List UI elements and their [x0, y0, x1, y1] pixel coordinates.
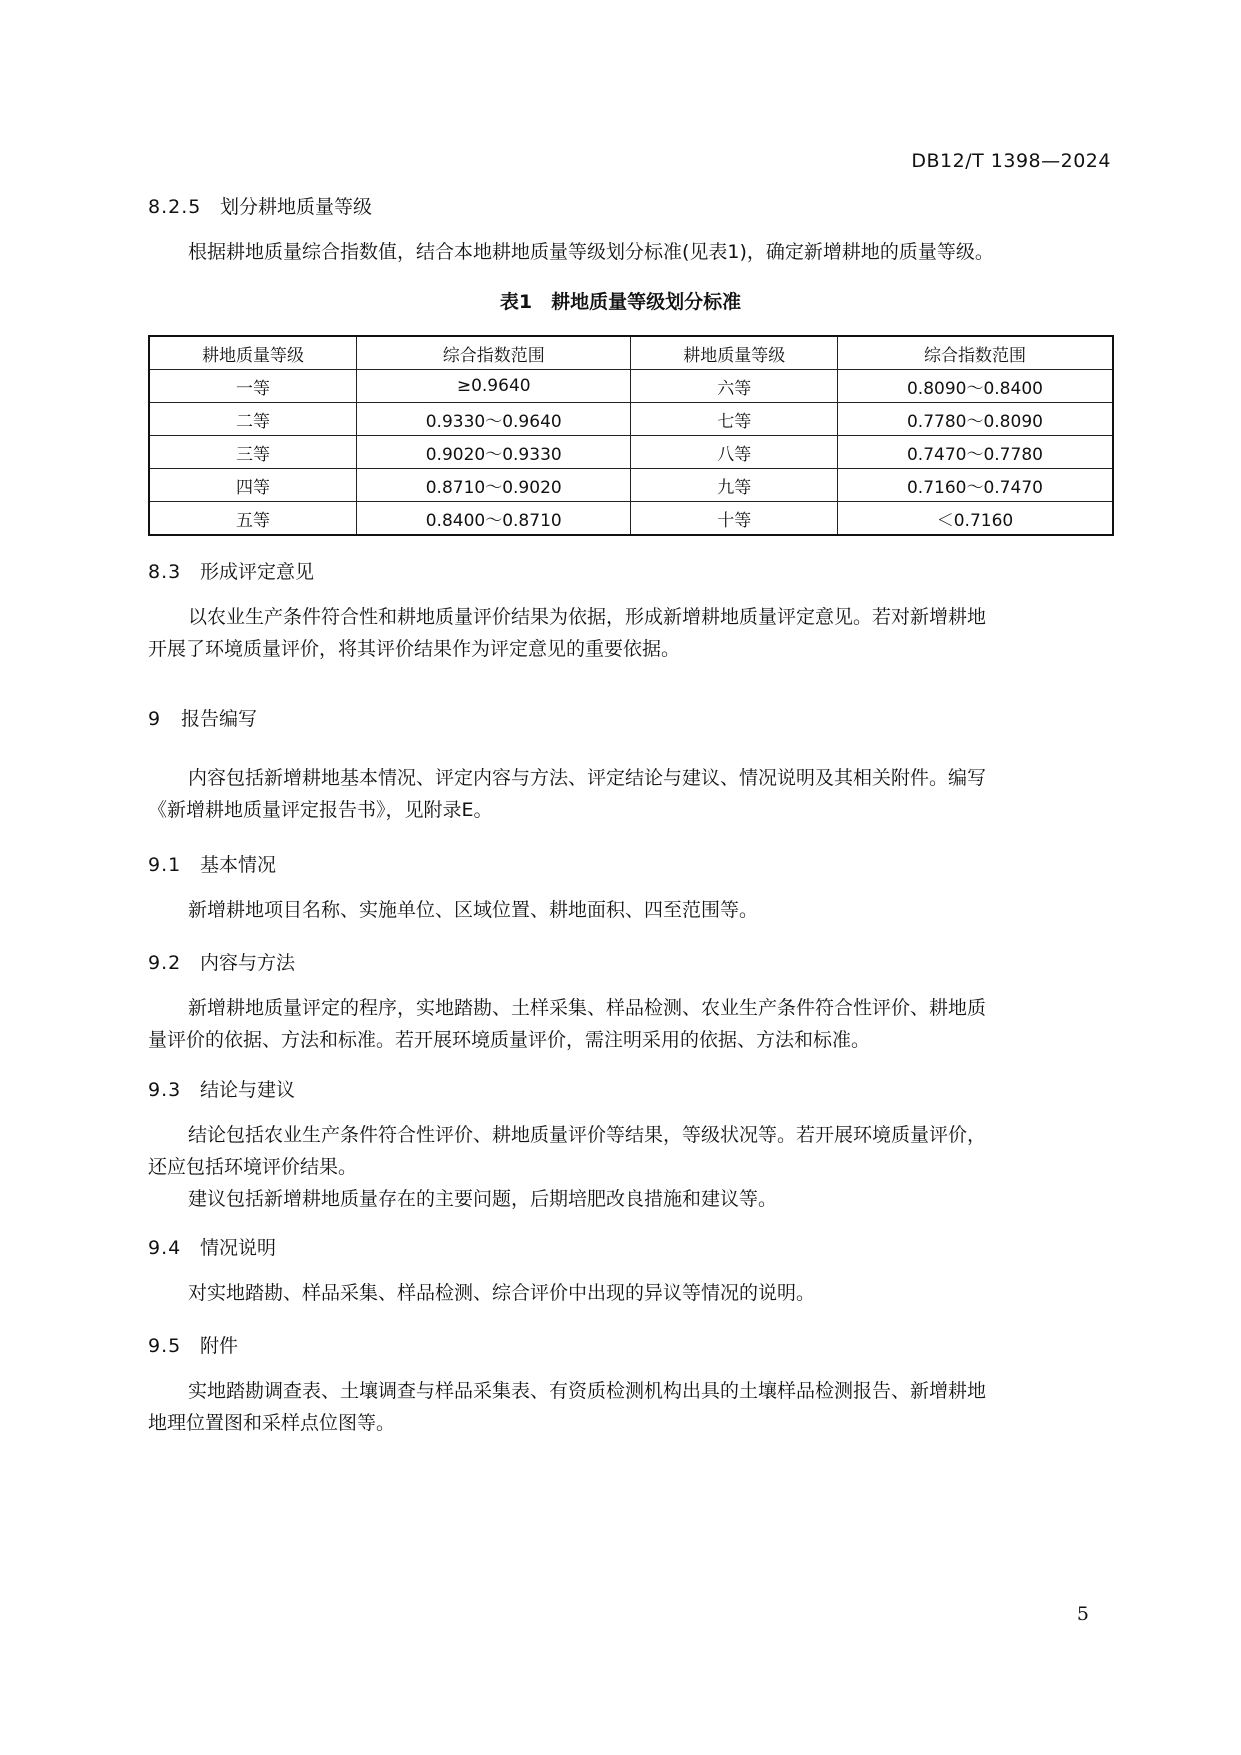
table-row	[149, 469, 1113, 502]
table-cell: 三等	[149, 436, 356, 469]
section-number: 9.5	[148, 1335, 182, 1357]
section-9-5-heading	[148, 1331, 238, 1358]
paragraph-line: 实地踏勘调查表、土壤调查与样品采集表、有资质检测机构出具的土壤样品检测报告、新增耕地	[188, 1380, 987, 1402]
table-cell: ＜0.7160	[837, 502, 1113, 536]
section-number: 8.2.5	[148, 196, 202, 218]
section-title: 划分耕地质量等级	[220, 196, 373, 218]
section-9-heading	[148, 704, 257, 731]
paragraph-line: 结论包括农业生产条件符合性评价、耕地质量评价等结果，等级状况等。若开展环境质量评价，	[188, 1124, 987, 1146]
paragraph-9-1	[148, 894, 1118, 926]
paragraph-text: 对实地踏勘、样品采集、样品检测、综合评价中出现的异议等情况的说明。	[188, 1282, 816, 1304]
table-cell: 0.9020～0.9330	[356, 436, 631, 469]
paragraph-line: 内容包括新增耕地基本情况、评定内容与方法、评定结论与建议、情况说明及其相关附件。编写	[188, 767, 987, 789]
section-title: 情况说明	[200, 1237, 277, 1259]
page-number: 5	[1076, 1603, 1089, 1625]
section-9-1-heading	[148, 850, 276, 877]
table-cell: 九等	[631, 469, 837, 502]
table-header-cell: 综合指数范围	[837, 336, 1113, 370]
document-id: DB12/T 1398—2024	[911, 150, 1111, 172]
paragraph-text: 根据耕地质量综合指数值，结合本地耕地质量等级划分标准(见表1)，确定新增耕地的质量等级。	[188, 241, 994, 263]
paragraph-9-2	[148, 992, 1118, 1056]
section-number: 9.1	[148, 854, 182, 876]
section-number: 9	[148, 708, 162, 730]
paragraph-line: 《新增耕地质量评定报告书》，见附录E。	[148, 799, 493, 821]
section-8-2-5-heading	[148, 192, 372, 219]
table-row	[149, 370, 1113, 403]
section-title: 内容与方法	[200, 952, 296, 974]
table-row	[149, 403, 1113, 436]
section-title: 形成评定意见	[200, 561, 315, 583]
table-cell: 一等	[149, 370, 356, 403]
paragraph-line: 量评价的依据、方法和标准。若开展环境质量评价，需注明采用的依据、方法和标准。	[148, 1029, 871, 1051]
table-row	[149, 502, 1113, 536]
paragraph-9-3	[148, 1119, 1118, 1215]
section-number: 8.3	[148, 561, 182, 583]
section-title: 基本情况	[200, 854, 277, 876]
paragraph-text: 新增耕地项目名称、实施单位、区域位置、耕地面积、四至范围等。	[188, 899, 759, 921]
table-header-cell: 综合指数范围	[356, 336, 631, 370]
section-number: 9.4	[148, 1237, 182, 1259]
table-cell: 0.7160～0.7470	[837, 469, 1113, 502]
table-row	[149, 436, 1113, 469]
table-cell: 五等	[149, 502, 356, 536]
paragraph-line: 以农业生产条件符合性和耕地质量评价结果为依据，形成新增耕地质量评定意见。若对新增耕地	[188, 606, 987, 628]
section-title: 附件	[200, 1335, 239, 1357]
table-cell: 0.8090～0.8400	[837, 370, 1113, 403]
paragraph-9-4	[148, 1277, 1118, 1309]
section-title: 报告编写	[181, 708, 258, 730]
paragraph-8-2-5	[148, 236, 1118, 268]
section-9-2-heading	[148, 948, 295, 975]
table-header-cell: 耕地质量等级	[631, 336, 837, 370]
section-8-3-heading	[148, 557, 314, 584]
paragraph-9	[148, 762, 1118, 826]
section-9-4-heading	[148, 1233, 276, 1260]
table-caption: 表1 耕地质量等级划分标准	[499, 291, 742, 313]
table-cell: 0.7780～0.8090	[837, 403, 1113, 436]
table-cell: 二等	[149, 403, 356, 436]
section-9-3-heading	[148, 1075, 295, 1102]
paragraph-line: 地理位置图和采样点位图等。	[148, 1412, 396, 1434]
paragraph-9-5	[148, 1375, 1118, 1439]
table-cell: 六等	[631, 370, 837, 403]
table-cell: 十等	[631, 502, 837, 536]
section-title: 结论与建议	[200, 1079, 296, 1101]
paragraph-line: 新增耕地质量评定的程序，实地踏勘、土样采集、样品检测、农业生产条件符合性评价、耕地质	[188, 997, 987, 1019]
grade-table	[148, 335, 1114, 536]
table-cell: 0.8710～0.9020	[356, 469, 631, 502]
table-header-cell: 耕地质量等级	[149, 336, 356, 370]
paragraph-line: 开展了环境质量评价，将其评价结果作为评定意见的重要依据。	[148, 638, 681, 660]
paragraph-line: 还应包括环境评价结果。	[148, 1156, 358, 1178]
table-cell: 0.8400～0.8710	[356, 502, 631, 536]
paragraph-line: 建议包括新增耕地质量存在的主要问题，后期培肥改良措施和建议等。	[188, 1188, 778, 1210]
table-cell: ≥0.9640	[356, 370, 631, 403]
table-cell: 八等	[631, 436, 837, 469]
table-cell: 0.9330～0.9640	[356, 403, 631, 436]
table-cell: 四等	[149, 469, 356, 502]
section-number: 9.3	[148, 1079, 182, 1101]
paragraph-8-3	[148, 601, 1118, 665]
table-cell: 七等	[631, 403, 837, 436]
table-header-row	[149, 336, 1113, 370]
table-cell: 0.7470～0.7780	[837, 436, 1113, 469]
section-number: 9.2	[148, 952, 182, 974]
